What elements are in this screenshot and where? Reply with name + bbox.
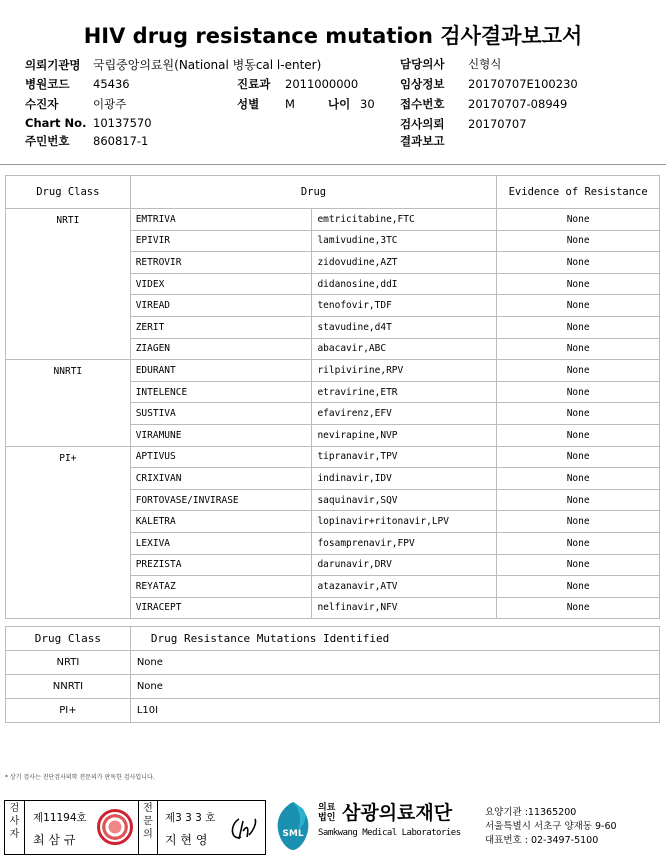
resistance-cell: None xyxy=(497,468,660,490)
hospital-code-label: 병원코드 xyxy=(25,77,70,91)
brand-cell: APTIVUS xyxy=(130,446,312,468)
age-value: 30 xyxy=(360,97,375,111)
drug-class-cell: NRTI xyxy=(6,209,131,360)
table-row xyxy=(6,651,660,675)
brand-cell: VIDEX xyxy=(130,273,312,295)
brand-cell: ZERIT xyxy=(130,316,312,338)
signature-box xyxy=(4,800,266,855)
brand-cell: VIREAD xyxy=(130,295,312,317)
generic-cell: lopinavir+ritonavir,LPV xyxy=(312,511,497,533)
receipt-value: 20170707-08949 xyxy=(468,97,568,111)
report-label: 결과보고 xyxy=(400,134,445,148)
specialist-label: 전문의 xyxy=(138,801,158,854)
institution-row xyxy=(25,56,321,73)
header-drug: Drug xyxy=(130,176,497,209)
hospital-code-value: 45436 xyxy=(93,77,130,91)
generic-cell: darunavir,DRV xyxy=(312,554,497,576)
brand-cell: EMTRIVA xyxy=(130,209,312,231)
dept-label: 진료과 xyxy=(237,77,271,91)
resistance-cell: None xyxy=(497,511,660,533)
generic-cell: efavirenz,EFV xyxy=(312,403,497,425)
mutation-value-cell: None xyxy=(130,675,659,699)
dept-value: 2011000000 xyxy=(285,77,359,91)
dept-row xyxy=(237,76,358,92)
generic-cell: stavudine,d4T xyxy=(312,316,497,338)
brand-cell: KALETRA xyxy=(130,511,312,533)
mutation-table xyxy=(5,626,660,723)
doctor-row xyxy=(400,56,501,72)
sex-label: 성별 xyxy=(237,97,260,111)
resistance-cell: None xyxy=(497,381,660,403)
brand-cell: FORTOVASE/INVIRASE xyxy=(130,489,312,511)
table-row xyxy=(6,675,660,699)
table-row xyxy=(6,209,660,231)
mutation-class-cell: NRTI xyxy=(6,651,131,675)
generic-cell: indinavir,IDV xyxy=(312,468,497,490)
generic-cell: atazanavir,ATV xyxy=(312,576,497,598)
org-prefix: 의료법인 xyxy=(318,803,336,823)
mutation-class-cell: NNRTI xyxy=(6,675,131,699)
resistance-cell: None xyxy=(497,424,660,446)
resistance-cell: None xyxy=(497,230,660,252)
resistance-cell: None xyxy=(497,532,660,554)
sex-value: M xyxy=(285,97,295,111)
brand-cell: EDURANT xyxy=(130,360,312,382)
sml-logo-icon xyxy=(272,800,314,852)
receipt-label: 접수번호 xyxy=(400,97,445,111)
signature-icon xyxy=(227,811,261,845)
brand-cell: VIRACEPT xyxy=(130,597,312,619)
generic-cell: zidovudine,AZT xyxy=(312,252,497,274)
rrn-value: 860817-1 xyxy=(93,134,149,148)
org-english: Samkwang Medical Laboratories xyxy=(318,828,461,838)
examiner-license: 제11194호 xyxy=(33,812,87,824)
patient-label: 수진자 xyxy=(25,97,59,111)
brand-cell: SUSTIVA xyxy=(130,403,312,425)
doctor-value: 신형식 xyxy=(468,57,502,71)
clinical-row xyxy=(400,76,578,92)
table-row xyxy=(6,699,660,723)
report-row xyxy=(400,133,468,149)
examiner-name: 최 삼 규 xyxy=(33,833,76,847)
age-label: 나이 xyxy=(328,97,351,111)
examiner-label: 검사자 xyxy=(5,801,25,854)
generic-cell: didanosine,ddI xyxy=(312,273,497,295)
brand-cell: ZIAGEN xyxy=(130,338,312,360)
drug-class-cell: NNRTI xyxy=(6,360,131,446)
generic-cell: etravirine,ETR xyxy=(312,381,497,403)
header-evidence: Evidence of Resistance xyxy=(497,176,660,209)
mutation-class-cell: PI+ xyxy=(6,699,131,723)
mutation-table-header xyxy=(6,627,660,651)
rrn-row xyxy=(25,133,148,149)
brand-cell: REYATAZ xyxy=(130,576,312,598)
org-name: 삼광의료재단 xyxy=(342,802,453,824)
resistance-cell: None xyxy=(497,403,660,425)
logo-text: SML xyxy=(282,829,304,839)
clinical-value: 20170707E100230 xyxy=(468,77,578,91)
generic-cell: tipranavir,TPV xyxy=(312,446,497,468)
generic-cell: lamivudine,3TC xyxy=(312,230,497,252)
generic-cell: nevirapine,NVP xyxy=(312,424,497,446)
mutation-value-cell: None xyxy=(130,651,659,675)
receipt-row xyxy=(400,96,567,112)
generic-cell: emtricitabine,FTC xyxy=(312,209,497,231)
generic-cell: fosamprenavir,FPV xyxy=(312,532,497,554)
chart-row xyxy=(25,116,152,130)
resistance-cell: None xyxy=(497,252,660,274)
generic-cell: abacavir,ABC xyxy=(312,338,497,360)
request-value: 20170707 xyxy=(468,117,527,131)
generic-cell: tenofovir,TDF xyxy=(312,295,497,317)
resistance-cell: None xyxy=(497,338,660,360)
brand-cell: CRIXIVAN xyxy=(130,468,312,490)
org-phone: 대표번호 : 02-3497-5100 xyxy=(485,835,599,846)
request-row xyxy=(400,116,527,132)
brand-cell: VIRAMUNE xyxy=(130,424,312,446)
org-address: 서울특별시 서초구 양재동 9-60 xyxy=(485,821,617,832)
resistance-cell: None xyxy=(497,273,660,295)
table-row xyxy=(6,360,660,382)
footnote: * 상기 검사는 진단검사의학 전문의가 판독한 검사입니다. xyxy=(5,774,155,781)
resistance-cell: None xyxy=(497,489,660,511)
resistance-cell: None xyxy=(497,316,660,338)
chart-value: 10137570 xyxy=(93,116,152,130)
resistance-cell: None xyxy=(497,576,660,598)
institution-value: 국립중앙의료원(National 병동cal l-enter) xyxy=(93,58,322,72)
institution-label: 의뢰기관명 xyxy=(25,58,81,72)
generic-cell: rilpivirine,RPV xyxy=(312,360,497,382)
resistance-cell: None xyxy=(497,554,660,576)
request-label: 검사의뢰 xyxy=(400,117,445,131)
brand-cell: INTELENCE xyxy=(130,381,312,403)
rrn-label: 주민번호 xyxy=(25,134,70,148)
resistance-cell: None xyxy=(497,209,660,231)
seal-icon xyxy=(97,809,133,845)
doctor-label: 담당의사 xyxy=(400,57,445,71)
drug-class-cell: PI+ xyxy=(6,446,131,619)
brand-cell: RETROVIR xyxy=(130,252,312,274)
resistance-cell: None xyxy=(497,446,660,468)
header-divider xyxy=(0,164,666,165)
table-row xyxy=(6,446,660,468)
drug-resistance-table xyxy=(5,175,660,619)
chart-label: Chart No. xyxy=(25,116,87,130)
mut-header-mutations: Drug Resistance Mutations Identified xyxy=(130,627,659,651)
resistance-cell: None xyxy=(497,295,660,317)
hospital-code-row xyxy=(25,76,130,92)
org-code: 요양기관 :11365200 xyxy=(485,807,577,818)
specialist-license: 제3 3 3 호 xyxy=(165,812,216,824)
resistance-cell: None xyxy=(497,597,660,619)
brand-cell: EPIVIR xyxy=(130,230,312,252)
header-drug-class: Drug Class xyxy=(6,176,131,209)
drug-table-header xyxy=(6,176,660,209)
report-title: HIV drug resistance mutation 검사결과보고서 xyxy=(83,24,583,48)
generic-cell: saquinavir,SQV xyxy=(312,489,497,511)
generic-cell: nelfinavir,NFV xyxy=(312,597,497,619)
resistance-cell: None xyxy=(497,360,660,382)
sex-row xyxy=(237,96,295,112)
mutation-value-cell: L10I xyxy=(130,699,659,723)
patient-row xyxy=(25,96,126,112)
age-row xyxy=(328,96,375,112)
patient-value: 이광주 xyxy=(93,97,127,111)
mut-header-class: Drug Class xyxy=(6,627,131,651)
brand-cell: PREZISTA xyxy=(130,554,312,576)
brand-cell: LEXIVA xyxy=(130,532,312,554)
specialist-name: 지 현 영 xyxy=(165,833,208,847)
clinical-label: 임상정보 xyxy=(400,77,445,91)
